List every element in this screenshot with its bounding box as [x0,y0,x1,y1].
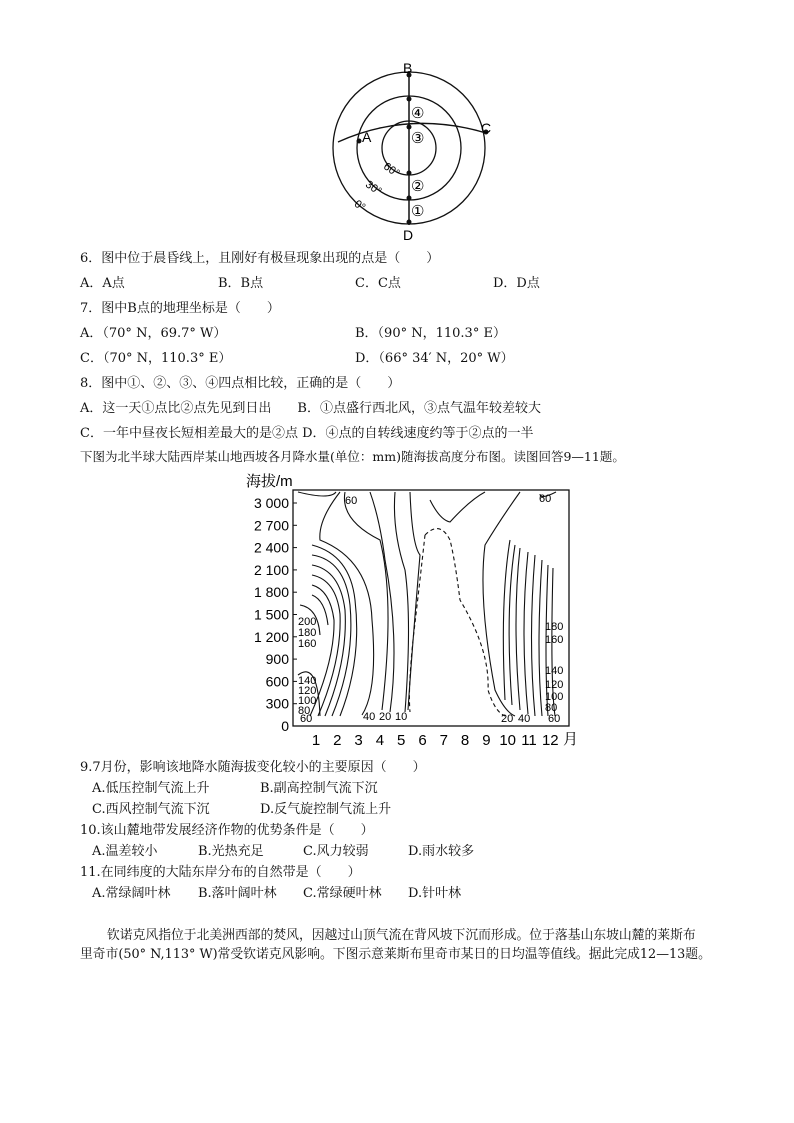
contour-label: 60 [300,713,313,725]
contour-label: 160 [545,634,564,646]
q8-line-2: C．一年中昼夜长短相差最大的是②点 D．④点的自转线速度约等于②点的一半 [80,426,534,441]
polar-diagram [325,60,505,242]
y-tick-label: 300 [265,695,289,712]
contour-label: 160 [298,638,317,650]
y-tick-label: 3 000 [253,495,289,511]
y-tick-label: 2 100 [253,561,289,578]
point-2: ② [411,178,425,195]
contour-label: 120 [545,679,564,691]
label-D: D [403,227,414,242]
point-4: ④ [411,105,425,122]
y-tick-label: 600 [265,673,289,690]
q10-option-b: B.光热充足 [198,844,264,859]
contour-label: 20 [501,713,514,725]
contour-label: 80 [298,705,311,717]
contour-label: 180 [545,621,564,633]
q7-option-b: B．（90° N，110.3° E） [355,326,506,341]
x-tick-label: 2 [333,732,342,749]
q9-option-c: C.西风控制气流下沉 [92,802,210,817]
q6-option-d: D．D点 [493,276,540,291]
chart-xlabel: 月 [563,731,579,748]
intro-12-13-line-1: 钦诺克风指位于北美洲西部的焚风，因越过山顶气流在背风坡下沉而形成。位于落基山东坡山麓的莱斯布 [107,928,696,943]
contour-label: 140 [298,675,317,687]
y-tick-label: 1 200 [253,628,289,645]
contour-label: 60 [539,493,552,505]
contour-label: 200 [298,616,317,628]
q11-option-c: C.常绿硬叶林 [303,886,382,901]
y-tick-label: 0 [281,718,289,734]
y-tick-label: 1 500 [253,606,289,623]
point-1: ① [411,203,425,220]
intro-9-11: 下图为北半球大陆西岸某山地西坡各月降水量(单位：mm)随海拔高度分布图。读图回答9—11题。 [80,449,625,464]
q9-option-d: D.反气旋控制气流上升 [260,802,392,817]
q6-stem: 6．图中位于晨昏线上，且刚好有极昼现象出现的点是（ ） [80,251,440,266]
q10-option-c: C.风力较弱 [303,844,369,859]
label-C: C [481,120,492,136]
intro-12-13-line-2: 里奇市(50° N,113° W)常受钦诺克风影响。下图示意莱斯布里奇市某日的日均温等值线。据此完成12—13题。 [80,947,711,962]
q6-option-c: C．C点 [355,276,401,291]
q8-line-1: A．这一天①点比②点先见到日出 B．①点盛行西北风，③点气温年较差较大 [80,401,541,416]
x-tick-label: 9 [482,732,491,749]
x-tick-label: 11 [521,732,537,749]
q6-option-a: A．A点 [80,276,125,291]
contour-label: 20 [379,711,392,723]
q7-option-a: A．（70° N，69.7° W） [80,326,227,341]
contour-label: 100 [298,695,317,707]
q10-stem: 10.该山麓地带发展经济作物的优势条件是（ ） [80,823,374,838]
contour-label: 10 [395,711,408,723]
q11-option-a: A.常绿阔叶林 [92,886,171,901]
q7-option-d: D．（66° 34′ N，20° W） [355,351,514,366]
x-tick-label: 7 [439,732,448,749]
y-tick-label: 2 400 [253,539,289,556]
precip-contour-chart [240,468,580,750]
q7-option-c: C．（70° N，110.3° E） [80,351,232,366]
q9-option-b: B.副高控制气流下沉 [260,781,378,796]
chart-ylabel: 海拔/m [246,473,293,490]
x-tick-label: 4 [375,732,385,749]
y-tick-label: 1 800 [253,584,289,601]
point-3: ③ [411,130,425,147]
label-A: A [362,129,372,145]
y-tick-label: 900 [265,651,289,668]
q10-option-a: A.温差较小 [92,844,158,859]
contour-label: 60 [548,713,561,725]
contour-label: 40 [363,711,376,723]
lat-0: 0° [351,198,368,214]
lat-30: 30° [363,178,384,198]
contour-label: 40 [518,713,531,725]
x-tick-label: 10 [499,732,517,749]
q9-stem: 9.7月份，影响该地降水随海拔变化较小的主要原因（ ） [80,760,426,775]
y-tick-label: 2 700 [253,517,289,534]
x-tick-label: 6 [418,732,427,749]
q11-option-d: D.针叶林 [408,886,462,901]
label-B: B [403,60,413,76]
q11-stem: 11.在同纬度的大陆东岸分布的自然带是（ ） [80,865,361,880]
x-tick-label: 5 [397,732,406,749]
x-tick-label: 12 [541,732,559,749]
x-tick-label: 1 [311,732,321,749]
contour-label: 140 [545,665,564,677]
contour-label: 100 [545,691,564,703]
q7-stem: 7．图中B点的地理坐标是（ ） [80,301,280,316]
q6-option-b: B．B点 [218,276,264,291]
x-tick-label: 8 [460,732,470,749]
q11-option-b: B.落叶阔叶林 [198,886,277,901]
contour-label: 60 [345,495,358,507]
lat-60: 60° [381,160,402,180]
q10-option-d: D.雨水较多 [408,844,475,859]
q8-stem: 8．图中①、②、③、④四点相比较，正确的是（ ） [80,376,401,391]
x-tick-label: 3 [354,732,363,749]
contour-label: 120 [298,685,317,697]
q9-option-a: A.低压控制气流上升 [92,781,210,796]
contour-label: 180 [298,627,317,639]
contour-label: 80 [545,702,558,714]
